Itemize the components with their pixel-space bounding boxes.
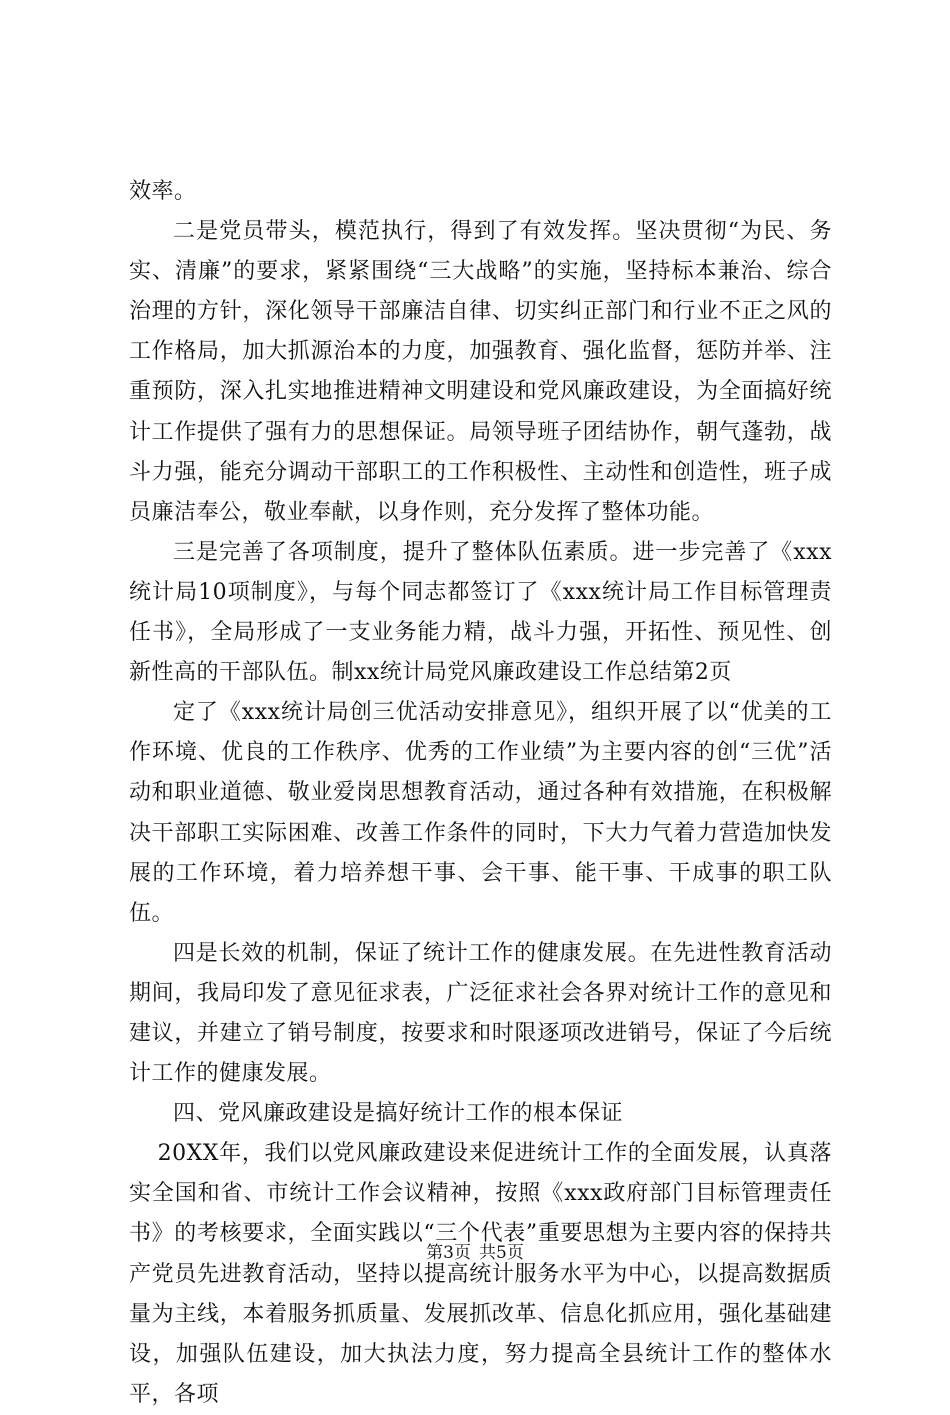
paragraph-6: 20XX年，我们以党风廉政建设来促进统计工作的全面发展，认真落实全国和省、市统计工作会议精神，按照《xxx政府部门目标管理责任书》的考核要求，全面实践以“三个代表”重要思想为主要内容的保持共产党员先进教育活动，坚持以提高统计服务水平为中心，以提高数据质量为主线，本着服务抓质量、发展抓改革、信息化抓应用，强化基础建设，加强队伍建设，加大执法力度，努力提高全县统计工作的整体水平，各项 xyxy=(129,1141,832,1407)
section-heading: 四、党风廉政建设是搞好统计工作的根本保证 xyxy=(173,1101,624,1127)
page-number: 第3页 xyxy=(426,1243,471,1263)
paragraph-5: 四是长效的机制，保证了统计工作的健康发展。在先进性教育活动期间，我局印发了意见征求表，广泛征求社会各界对统计工作的意见和建议，并建立了销号制度，按要求和时限逐项改进销号，保证了今后统计工作的健康发展。 xyxy=(129,940,832,1087)
document-body xyxy=(129,172,832,1415)
paragraph-2: 二是党员带头，模范执行，得到了有效发挥。坚决贯彻“为民、务实、清廉”的要求，紧紧围绕“三大战略”的实施，坚持标本兼治、综合治理的方针，深化领导干部廉洁自律、切实纠正部门和行业不正之风的工作格局，加大抓源治本的力度，加强教育、强化监督，惩防并举、注重预防，深入扎实地推进精神文明建设和党风廉政建设，为全面搞好统计工作提供了强有力的思想保证。局领导班子团结协作，朝气蓬勃，战斗力强，能充分调动干部职工的工作积极性、主动性和创造性，班子成员廉洁奉公，敬业奉献，以身作则，充分发挥了整体功能。 xyxy=(129,219,832,525)
page-footer xyxy=(0,1241,950,1265)
page-total: 共5页 xyxy=(479,1243,524,1263)
paragraph-4: 定了《xxx统计局创三优活动安排意见》，组织开展了以“优美的工作环境、优良的工作秩序、优秀的工作业绩”为主要内容的创“三优”活动和职业道德、敬业爱岗思想教育活动，通过各种有效措施，在积极解决干部职工实际困难、改善工作条件的同时，下大力气着力营造加快发展的工作环境，着力培养想干事、会干事、能干事、干成事的职工队伍。 xyxy=(129,700,832,926)
paragraph-3: 三是完善了各项制度，提升了整体队伍素质。进一步完善了《xxx统计局10项制度》，与每个同志都签订了《xxx统计局工作目标管理责任书》，全局形成了一支业务能力精，战斗力强，开拓性、预见性、创新性高的干部队伍。制xx统计局党风廉政建设工作总结第2页 xyxy=(129,539,832,686)
paragraph-1: 效率。 xyxy=(129,179,197,204)
